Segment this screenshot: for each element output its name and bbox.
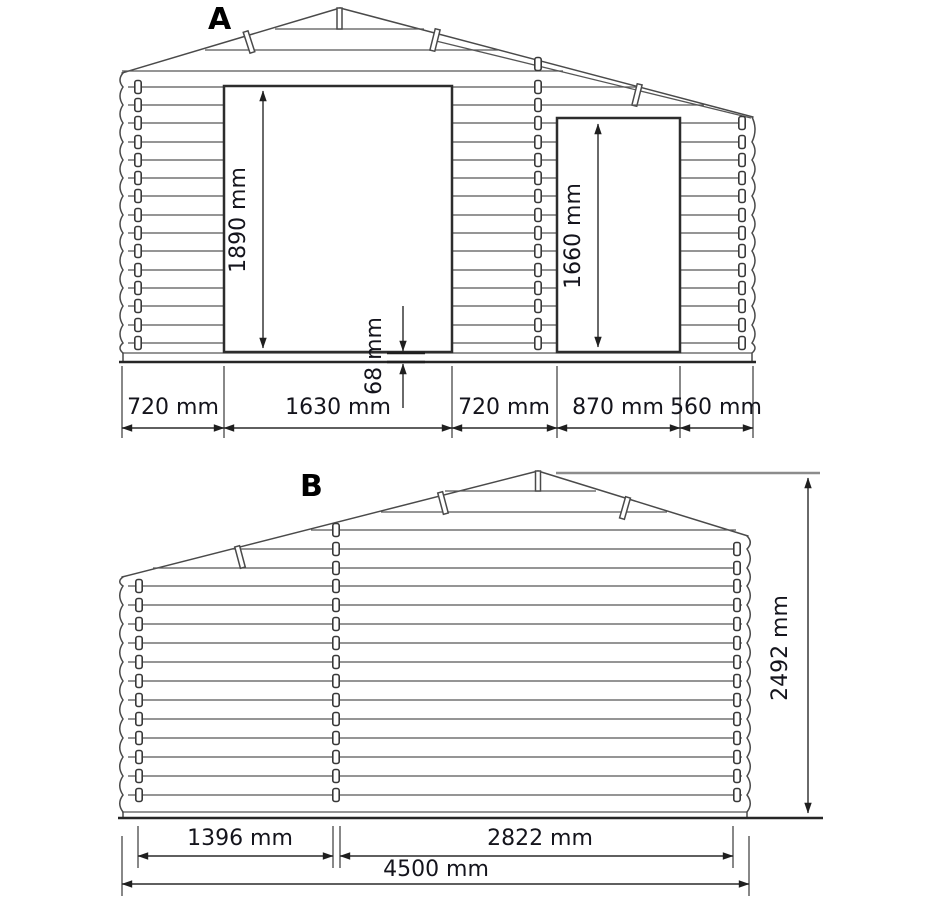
roof-b-right-slope: [538, 471, 748, 536]
dim-label-560: 560 mm: [670, 395, 762, 420]
left-log-ends-edge-a: [120, 73, 123, 362]
dim-label-870: 870 mm: [572, 395, 664, 420]
log-course-lines-b: [128, 586, 742, 795]
dim-label-1660: 1660 mm: [561, 183, 586, 289]
dim-label-1890: 1890 mm: [226, 167, 251, 273]
dim-label-1630: 1630 mm: [285, 395, 391, 420]
right-log-ends-edge-a: [752, 117, 755, 362]
view-b-label: B: [300, 469, 323, 504]
view-b: [118, 469, 823, 896]
dim-label-1396: 1396 mm: [187, 826, 293, 851]
ridge-joint-a: [337, 8, 342, 29]
roof-a-right-inner-line: [436, 41, 751, 118]
dim-label-720-left: 720 mm: [127, 395, 219, 420]
dim-label-4500: 4500 mm: [383, 857, 489, 882]
gable-course-lines-a: [122, 29, 563, 71]
wall-b: [118, 536, 823, 818]
dimensions-a-bottom: [122, 366, 762, 438]
dim-label-2492: 2492 mm: [768, 595, 793, 701]
view-a: [119, 2, 762, 438]
dim-label-720-right: 720 mm: [458, 395, 550, 420]
door-opening: [224, 86, 452, 352]
dimensions-b-bottom: [122, 826, 749, 896]
roof-b-left-slope: [122, 471, 538, 577]
ridge-joint-b: [536, 471, 541, 491]
view-a-label: A: [208, 2, 232, 37]
left-log-ends-edge-b: [120, 577, 123, 818]
dim-label-2822: 2822 mm: [487, 826, 593, 851]
roof-b: [122, 471, 748, 577]
right-log-ends-edge-b: [747, 536, 750, 818]
sill-gap-ticks: [387, 353, 425, 362]
dim-label-68: 68 mm: [362, 317, 387, 395]
